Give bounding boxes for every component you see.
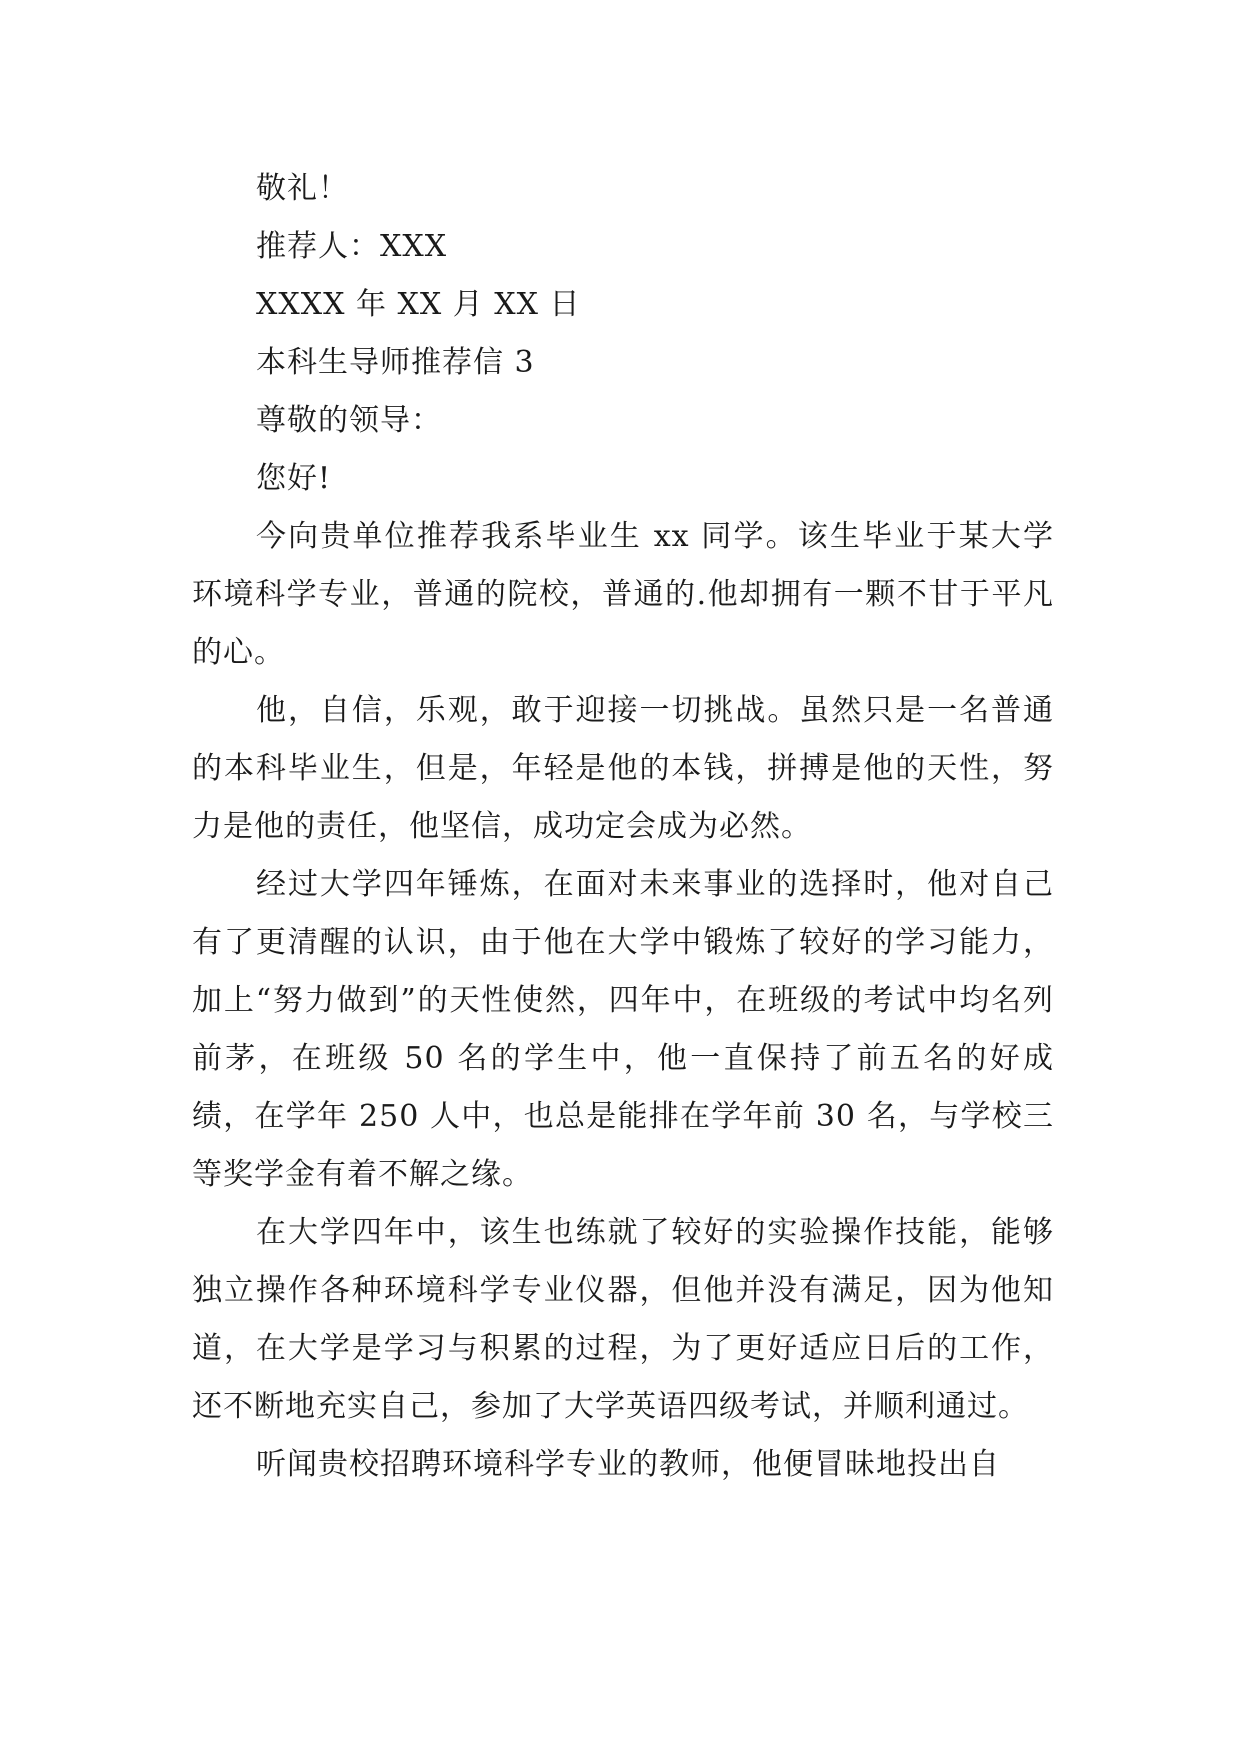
paragraph-academics: 经过大学四年锤炼，在面对未来事业的选择时，他对自己有了更清醒的认识，由于他在大学中锻炼了较好的学习能力，加上“努力做到”的天性使然，四年中，在班级的考试中均名列前茅，在班级 50 名的学生中，他一直保持了前五名的好成绩，在学年 250 人中，也总是能排在学年前 30 名，与学校三等奖学金有着不解之缘。: [192, 867, 1054, 1192]
letter-title: 本科生导师推荐信 3: [256, 345, 535, 380]
paragraph-character: 他，自信，乐观，敢于迎接一切挑战。虽然只是一名普通的本科毕业生，但是，年轻是他的本钱，拼搏是他的天性，努力是他的责任，他坚信，成功定会成为必然。: [192, 693, 1054, 844]
paragraph-introduction: 今向贵单位推荐我系毕业生 xx 同学。该生毕业于某大学环境科学专业，普通的院校，普通的.他却拥有一颗不甘于平凡的心。: [192, 519, 1054, 670]
closing-salute: 敬礼！: [256, 171, 349, 206]
greeting: 您好!: [256, 461, 332, 496]
recommender-line: 推荐人：XXX: [256, 229, 448, 264]
paragraph-skills: 在大学四年中，该生也练就了较好的实验操作技能，能够独立操作各种环境科学专业仪器，但他并没有满足，因为他知道，在大学是学习与积累的过程，为了更好适应日后的工作，还不断地充实自己，参加了大学英语四级考试，并顺利通过。: [192, 1215, 1054, 1424]
paragraph-application: 听闻贵校招聘环境科学专业的教师，他便冒昧地投出自: [256, 1447, 1000, 1482]
date-line: XXXX 年 XX 月 XX 日: [256, 287, 581, 322]
letter-body: [192, 160, 1054, 1494]
salutation: 尊敬的领导：: [256, 403, 442, 438]
